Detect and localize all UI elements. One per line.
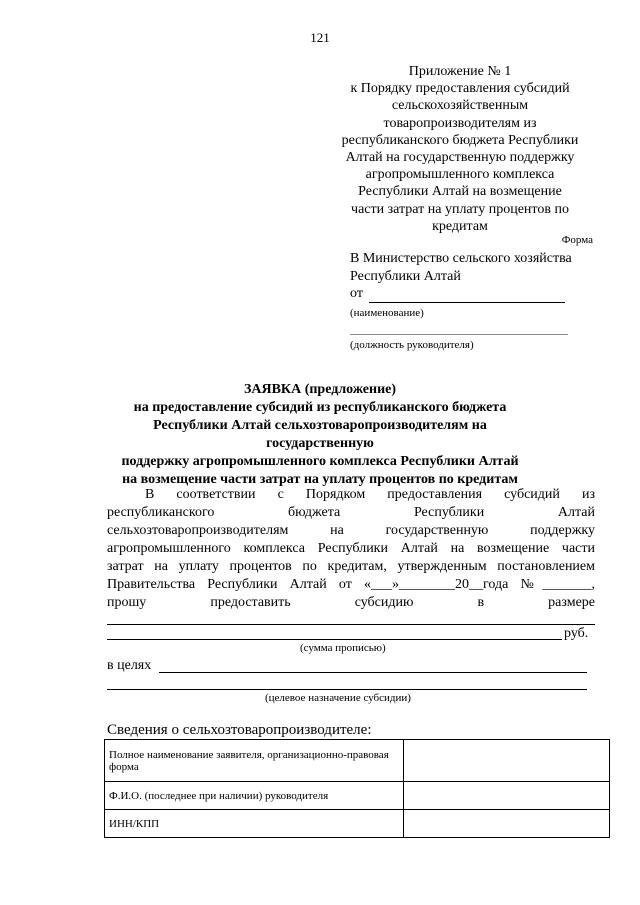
- sum-blank-line-1[interactable]: [107, 624, 595, 625]
- title-line: ЗАЯВКА (предложение): [243, 382, 397, 397]
- appendix-title: Приложение № 1: [408, 64, 512, 79]
- table-cell-label: Полное наименование заявителя, организационно-правовая форма: [105, 740, 404, 782]
- position-hint: (должность руководителя): [350, 339, 474, 351]
- title-line: на возмещение части затрат на уплату процентов по кредитам: [122, 472, 518, 487]
- section-title: Сведения о сельхозтоваропроизводителе:: [107, 722, 372, 738]
- title-line: поддержку агропромышленного комплекса Республики Алтай: [121, 454, 519, 469]
- body-line: прошу предоставить субсидию в размере: [107, 595, 595, 610]
- body-line: республиканского бюджета Республики Алтай: [107, 505, 595, 520]
- addressee-block: [350, 250, 600, 355]
- appendix-line: Республики Алтай на возмещение: [358, 184, 562, 200]
- body-line: затрат на уплату процентов по кредитам, утвержденным постановлением: [107, 559, 595, 574]
- form-label: Форма: [561, 234, 593, 246]
- purpose-hint: (целевое назначение субсидии): [265, 692, 411, 704]
- from-row: [350, 285, 600, 303]
- purpose-blank-line-2[interactable]: [107, 689, 587, 690]
- body-line: В соответствии с Порядком предоставления субсидий из: [145, 487, 595, 502]
- table-cell-label: ИНН/КПП: [105, 810, 404, 838]
- table-row: [105, 740, 610, 782]
- table-cell-value[interactable]: [404, 782, 610, 810]
- from-blank-line[interactable]: [369, 288, 565, 303]
- appendix-line: Алтай на государственную поддержку: [345, 150, 575, 166]
- addressee-line-1: В Министерство сельского хозяйства: [350, 251, 572, 266]
- body-line: агропромышленного комплекса Республики Алтай на возмещение части: [107, 541, 595, 556]
- appendix-line: сельскохозяйственным: [391, 98, 529, 114]
- purpose-blank-line-1[interactable]: [159, 672, 587, 673]
- sum-blank-line-2[interactable]: [107, 639, 562, 640]
- body-line: сельхозтоваропроизводителям на государственную поддержку: [107, 523, 595, 538]
- sum-hint: (сумма прописью): [300, 642, 386, 654]
- table-row: [105, 810, 610, 838]
- appendix-line: агропромышленного комплекса: [365, 167, 555, 183]
- purpose-label: в целях: [107, 658, 152, 673]
- rub-label: руб.: [564, 626, 589, 641]
- table-cell-label: Ф.И.О. (последнее при наличии) руководителя: [105, 782, 404, 810]
- applicant-info-table: [104, 739, 610, 838]
- appendix-line: части затрат на уплату процентов по: [351, 201, 569, 217]
- appendix-line: товаропроизводителям из: [383, 115, 537, 131]
- table-row: [105, 782, 610, 810]
- appendix-line: к Порядку предоставления субсидий: [350, 81, 570, 97]
- application-title: [100, 381, 540, 489]
- appendix-block: [330, 63, 590, 235]
- appendix-line: республиканского бюджета Республики: [341, 132, 579, 148]
- table-cell-value[interactable]: [404, 740, 610, 782]
- from-label: от: [350, 286, 363, 301]
- addressee-line-2: Республики Алтай: [350, 268, 461, 284]
- title-line: на предоставление субсидий из республиканского бюджета: [133, 400, 507, 415]
- position-blank-line[interactable]: [350, 322, 568, 335]
- title-line: Республики Алтай сельхозтоваропроизводителям на государственную: [153, 418, 487, 451]
- page-number: 121: [310, 30, 330, 45]
- name-hint: (наименование): [350, 306, 424, 319]
- table-cell-value[interactable]: [404, 810, 610, 838]
- body-line: Правительства Республики Алтай от «___»________20__года №_______,: [107, 577, 595, 592]
- appendix-line: кредитам: [432, 218, 488, 234]
